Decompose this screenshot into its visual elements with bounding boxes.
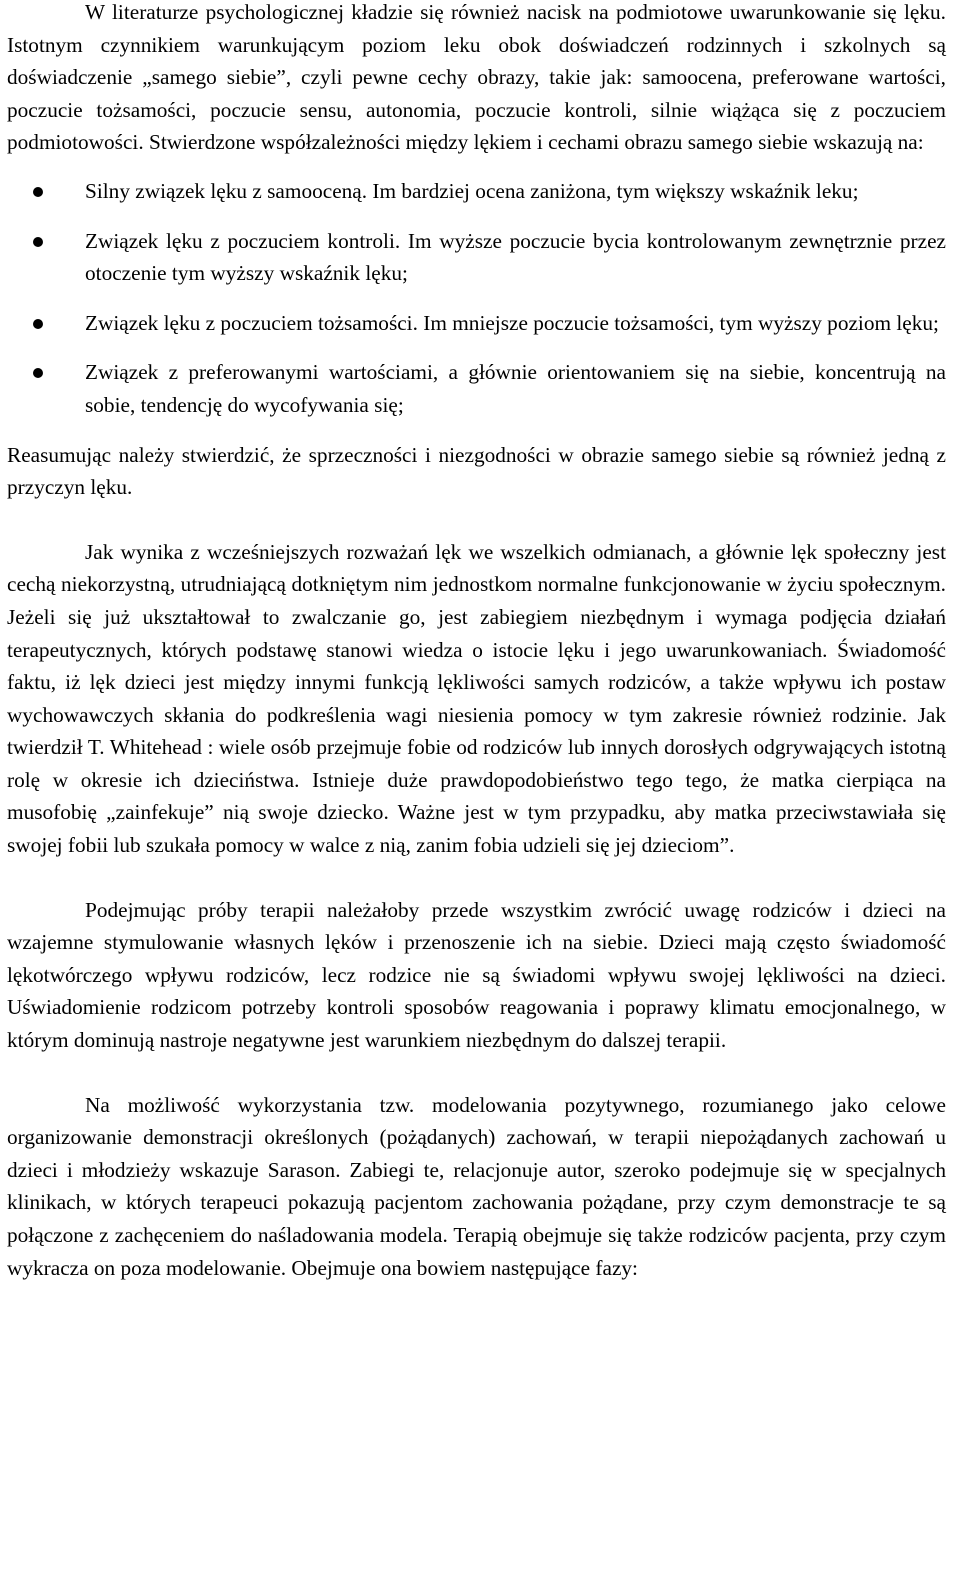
- list-item-text: Silny związek lęku z samooceną. Im bardziej ocena zaniżona, tym większy wskaźnik leku;: [85, 178, 859, 203]
- modeling-paragraph: Na możliwość wykorzystania tzw. modelowania pozytywnego, rozumianego jako celowe organizowanie demonstracji określonych (pożądanych) zachowań, w terapii niepożądanych zachowań u dzieci i młodzieży wskazuje Sarason. Zabiegi te, relacjonuje autor, szeroko podejmuje się w specjalnych klinikach, w których terapeuci pokazują pacjentom zachowania pożądane, przy czym demonstracje te są połączone z zachęceniem do naśladowania modela. Terapią obejmuje się także rodziców pacjenta, przy czym wykracza on poza modelowanie. Obejmuje ona bowiem następujące fazy:: [7, 1092, 946, 1280]
- list-item-text: Związek lęku z poczuciem tożsamości. Im mniejsze poczucie tożsamości, tym wyższy poziom lęku;: [85, 310, 939, 335]
- bullet-dot-icon: [33, 187, 43, 197]
- bullet-list: [7, 175, 946, 422]
- list-item: [7, 175, 946, 208]
- document-page: [7, 0, 946, 1284]
- list-item: [7, 356, 946, 421]
- bullet-dot-icon: [33, 237, 43, 247]
- bullet-dot-icon: [33, 368, 43, 378]
- whitehead-paragraph: Jak wynika z wcześniejszych rozważań lęk we wszelkich odmianach, a głównie lęk społeczny jest cechą niekorzystną, utrudniającą dotkniętym nim jednostkom normalne funkcjonowanie w życiu społecznym. Jeżeli się już ukształtował to zwalczanie go, jest zabiegiem niezbędnym i wymaga podjęcia działań terapeutycznych, których podstawę stanowi wiedza o istocie lęku i jego uwarunkowaniach. Świadomość faktu, iż lęk dzieci jest między innymi funkcją lękliwości samych rodziców, a także wpływu ich postaw wychowawczych skłania do podkreślenia wagi niesienia pomocy w tym zakresie również rodzinie. Jak twierdził T. Whitehead : wiele osób przejmuje fobie od rodziców lub innych dorosłych odgrywających istotną rolę w okresie ich dzieciństwa. Istnieje duże prawdopodobieństwo tego tego, że matka cierpiąca na musofobię „zainfekuje” nią swoje dziecko. Ważne jest w tym przypadku, aby matka przeciwstawiała się swojej fobii lub szukała pomocy w walce z nią, zanim fobia udzieli się jej dzieciom”.: [7, 539, 946, 858]
- list-item: [7, 307, 946, 340]
- paragraph-gap: [7, 862, 946, 894]
- paragraph-gap: [7, 504, 946, 536]
- summary-paragraph: Reasumując należy stwierdzić, że sprzeczności i niezgodności w obrazie samego siebie są również jedną z przyczyn lęku.: [7, 442, 946, 500]
- intro-paragraph: W literaturze psychologicznej kładzie się również nacisk na podmiotowe uwarunkowanie się lęku. Istotnym czynnikiem warunkującym poziom leku obok doświadczeń rodzinnych i szkolnych są doświadczenie „samego siebie”, czyli pewne cechy obrazy, takie jak: samoocena, preferowane wartości, poczucie tożsamości, poczucie sensu, autonomia, poczucie kontroli, silnie wiążąca się z poczuciem podmiotowości. Stwierdzone współzależności między lękiem i cechami obrazu samego siebie wskazują na:: [7, 0, 946, 155]
- list-item-text: Związek z preferowanymi wartościami, a głównie orientowaniem się na siebie, koncentrują na sobie, tendencję do wycofywania się;: [85, 360, 946, 417]
- list-item: [7, 225, 946, 290]
- therapy-paragraph: Podejmując próby terapii należałoby przede wszystkim zwrócić uwagę rodziców i dzieci na wzajemne stymulowanie własnych lęków i przenoszenie ich na siebie. Dzieci mają często świadomość lękotwórczego wpływu rodziców, lecz rodzice nie są świadomi wpływu swojej lękliwości na dzieci. Uświadomienie rodzicom potrzeby kontroli sposobów reagowania i poprawy klimatu emocjonalnego, w którym dominują nastroje negatywne jest warunkiem niezbędnym do dalszej terapii.: [7, 897, 946, 1053]
- paragraph-gap: [7, 1057, 946, 1089]
- list-item-text: Związek lęku z poczuciem kontroli. Im wyższe poczucie bycia kontrolowanym zewnętrznie przez otoczenie tym wyższy wskaźnik lęku;: [85, 228, 946, 286]
- bullet-dot-icon: [33, 319, 43, 329]
